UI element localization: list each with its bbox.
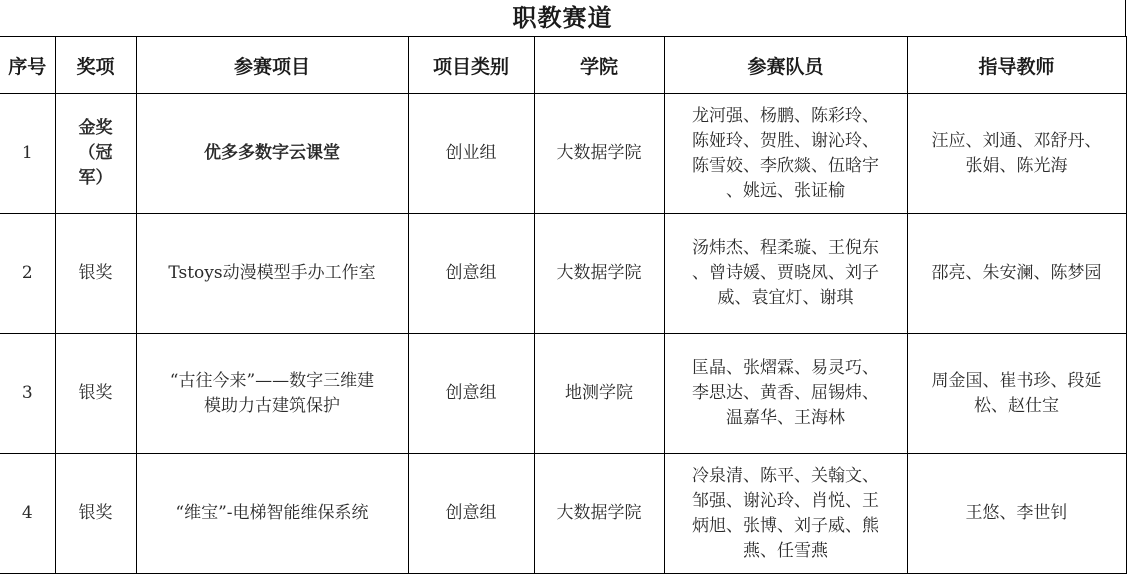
teachers-line: 王悠、李世钊 <box>965 503 1068 523</box>
category-cell: 创意组 <box>408 334 534 454</box>
project-cell <box>136 454 408 574</box>
award-cell <box>55 94 136 214</box>
members-line: 龙河强、杨鹏、陈彩玲、 <box>692 105 879 126</box>
project-name: 模助力古建筑保护 <box>204 395 340 416</box>
teachers-cell <box>907 214 1126 334</box>
project-cell <box>136 214 408 334</box>
teachers-line: 邵亮、朱安澜、陈梦园 <box>931 263 1102 283</box>
table-row <box>0 334 1126 454</box>
members-cell <box>664 454 907 574</box>
award-text: 金奖 <box>78 118 113 138</box>
row-number: 2 <box>0 214 55 334</box>
teachers-line: 松、赵仕宝 <box>974 395 1059 416</box>
project-name: “维宝”-电梯智能维保系统 <box>175 503 369 523</box>
project-name: Tstoys动漫模型手办工作室 <box>168 263 376 283</box>
members-line: 威、袁宜灯、谢琪 <box>717 288 854 308</box>
award-cell <box>55 334 136 454</box>
table-row <box>0 214 1126 334</box>
award-text: 银奖 <box>78 503 113 523</box>
members-line: 汤炜杰、程柔璇、王倪东 <box>692 238 879 258</box>
header-college: 学院 <box>534 37 664 94</box>
row-number: 3 <box>0 334 55 454</box>
members-line: 邹强、谢沁玲、肖悦、王 <box>692 490 879 511</box>
project-cell <box>136 94 408 214</box>
table-header-row <box>0 37 1126 94</box>
header-award: 奖项 <box>55 37 136 94</box>
award-text: 银奖 <box>78 383 113 403</box>
members-cell <box>664 214 907 334</box>
teachers-line: 张娟、陈光海 <box>965 155 1068 176</box>
project-name: “古往今来”——数字三维建 <box>169 370 375 391</box>
category-cell: 创意组 <box>408 454 534 574</box>
results-table <box>0 36 1127 574</box>
row-number: 4 <box>0 454 55 574</box>
header-category: 项目类别 <box>408 37 534 94</box>
members-line: 李思达、黄香、屈锡炜、 <box>692 383 879 403</box>
members-line: 冷泉清、陈平、关翰文、 <box>692 465 879 486</box>
award-cell <box>55 214 136 334</box>
award-text: （冠 <box>78 143 113 163</box>
header-number: 序号 <box>0 37 55 94</box>
college-cell: 大数据学院 <box>534 454 664 574</box>
row-number: 1 <box>0 94 55 214</box>
college-cell: 地测学院 <box>534 334 664 454</box>
teachers-line: 汪应、刘通、邓舒丹、 <box>931 130 1102 151</box>
members-cell <box>664 94 907 214</box>
college-cell: 大数据学院 <box>534 214 664 334</box>
award-text: 银奖 <box>78 263 113 283</box>
members-line: 匡晶、张熠霖、易灵巧、 <box>692 358 879 378</box>
teachers-cell <box>907 334 1126 454</box>
page-title: 职教赛道 <box>0 0 1126 36</box>
header-members: 参赛队员 <box>664 37 907 94</box>
project-name: 优多多数字云课堂 <box>204 143 340 163</box>
members-line: 温嘉华、王海林 <box>726 408 845 428</box>
project-cell <box>136 334 408 454</box>
members-line: 陈雪姣、李欣燚、伍晗宇 <box>692 155 879 176</box>
members-line: 、姚远、张证榆 <box>726 180 845 201</box>
members-line: 陈娅玲、贺胜、谢沁玲、 <box>692 130 879 151</box>
category-cell: 创意组 <box>408 214 534 334</box>
teachers-cell <box>907 94 1126 214</box>
members-line: 燕、任雪燕 <box>743 540 828 561</box>
category-cell: 创业组 <box>408 94 534 214</box>
table-row <box>0 454 1126 574</box>
teachers-line: 周金国、崔书珍、段延 <box>931 370 1102 391</box>
members-cell <box>664 334 907 454</box>
award-text: 军） <box>78 168 113 188</box>
award-cell <box>55 454 136 574</box>
header-project: 参赛项目 <box>136 37 408 94</box>
college-cell: 大数据学院 <box>534 94 664 214</box>
members-line: 炳旭、张博、刘子威、熊 <box>692 515 879 536</box>
teachers-cell <box>907 454 1126 574</box>
table-row <box>0 94 1126 214</box>
header-teachers: 指导教师 <box>907 37 1126 94</box>
members-line: 、曾诗媛、贾晓凤、刘子 <box>692 263 879 283</box>
